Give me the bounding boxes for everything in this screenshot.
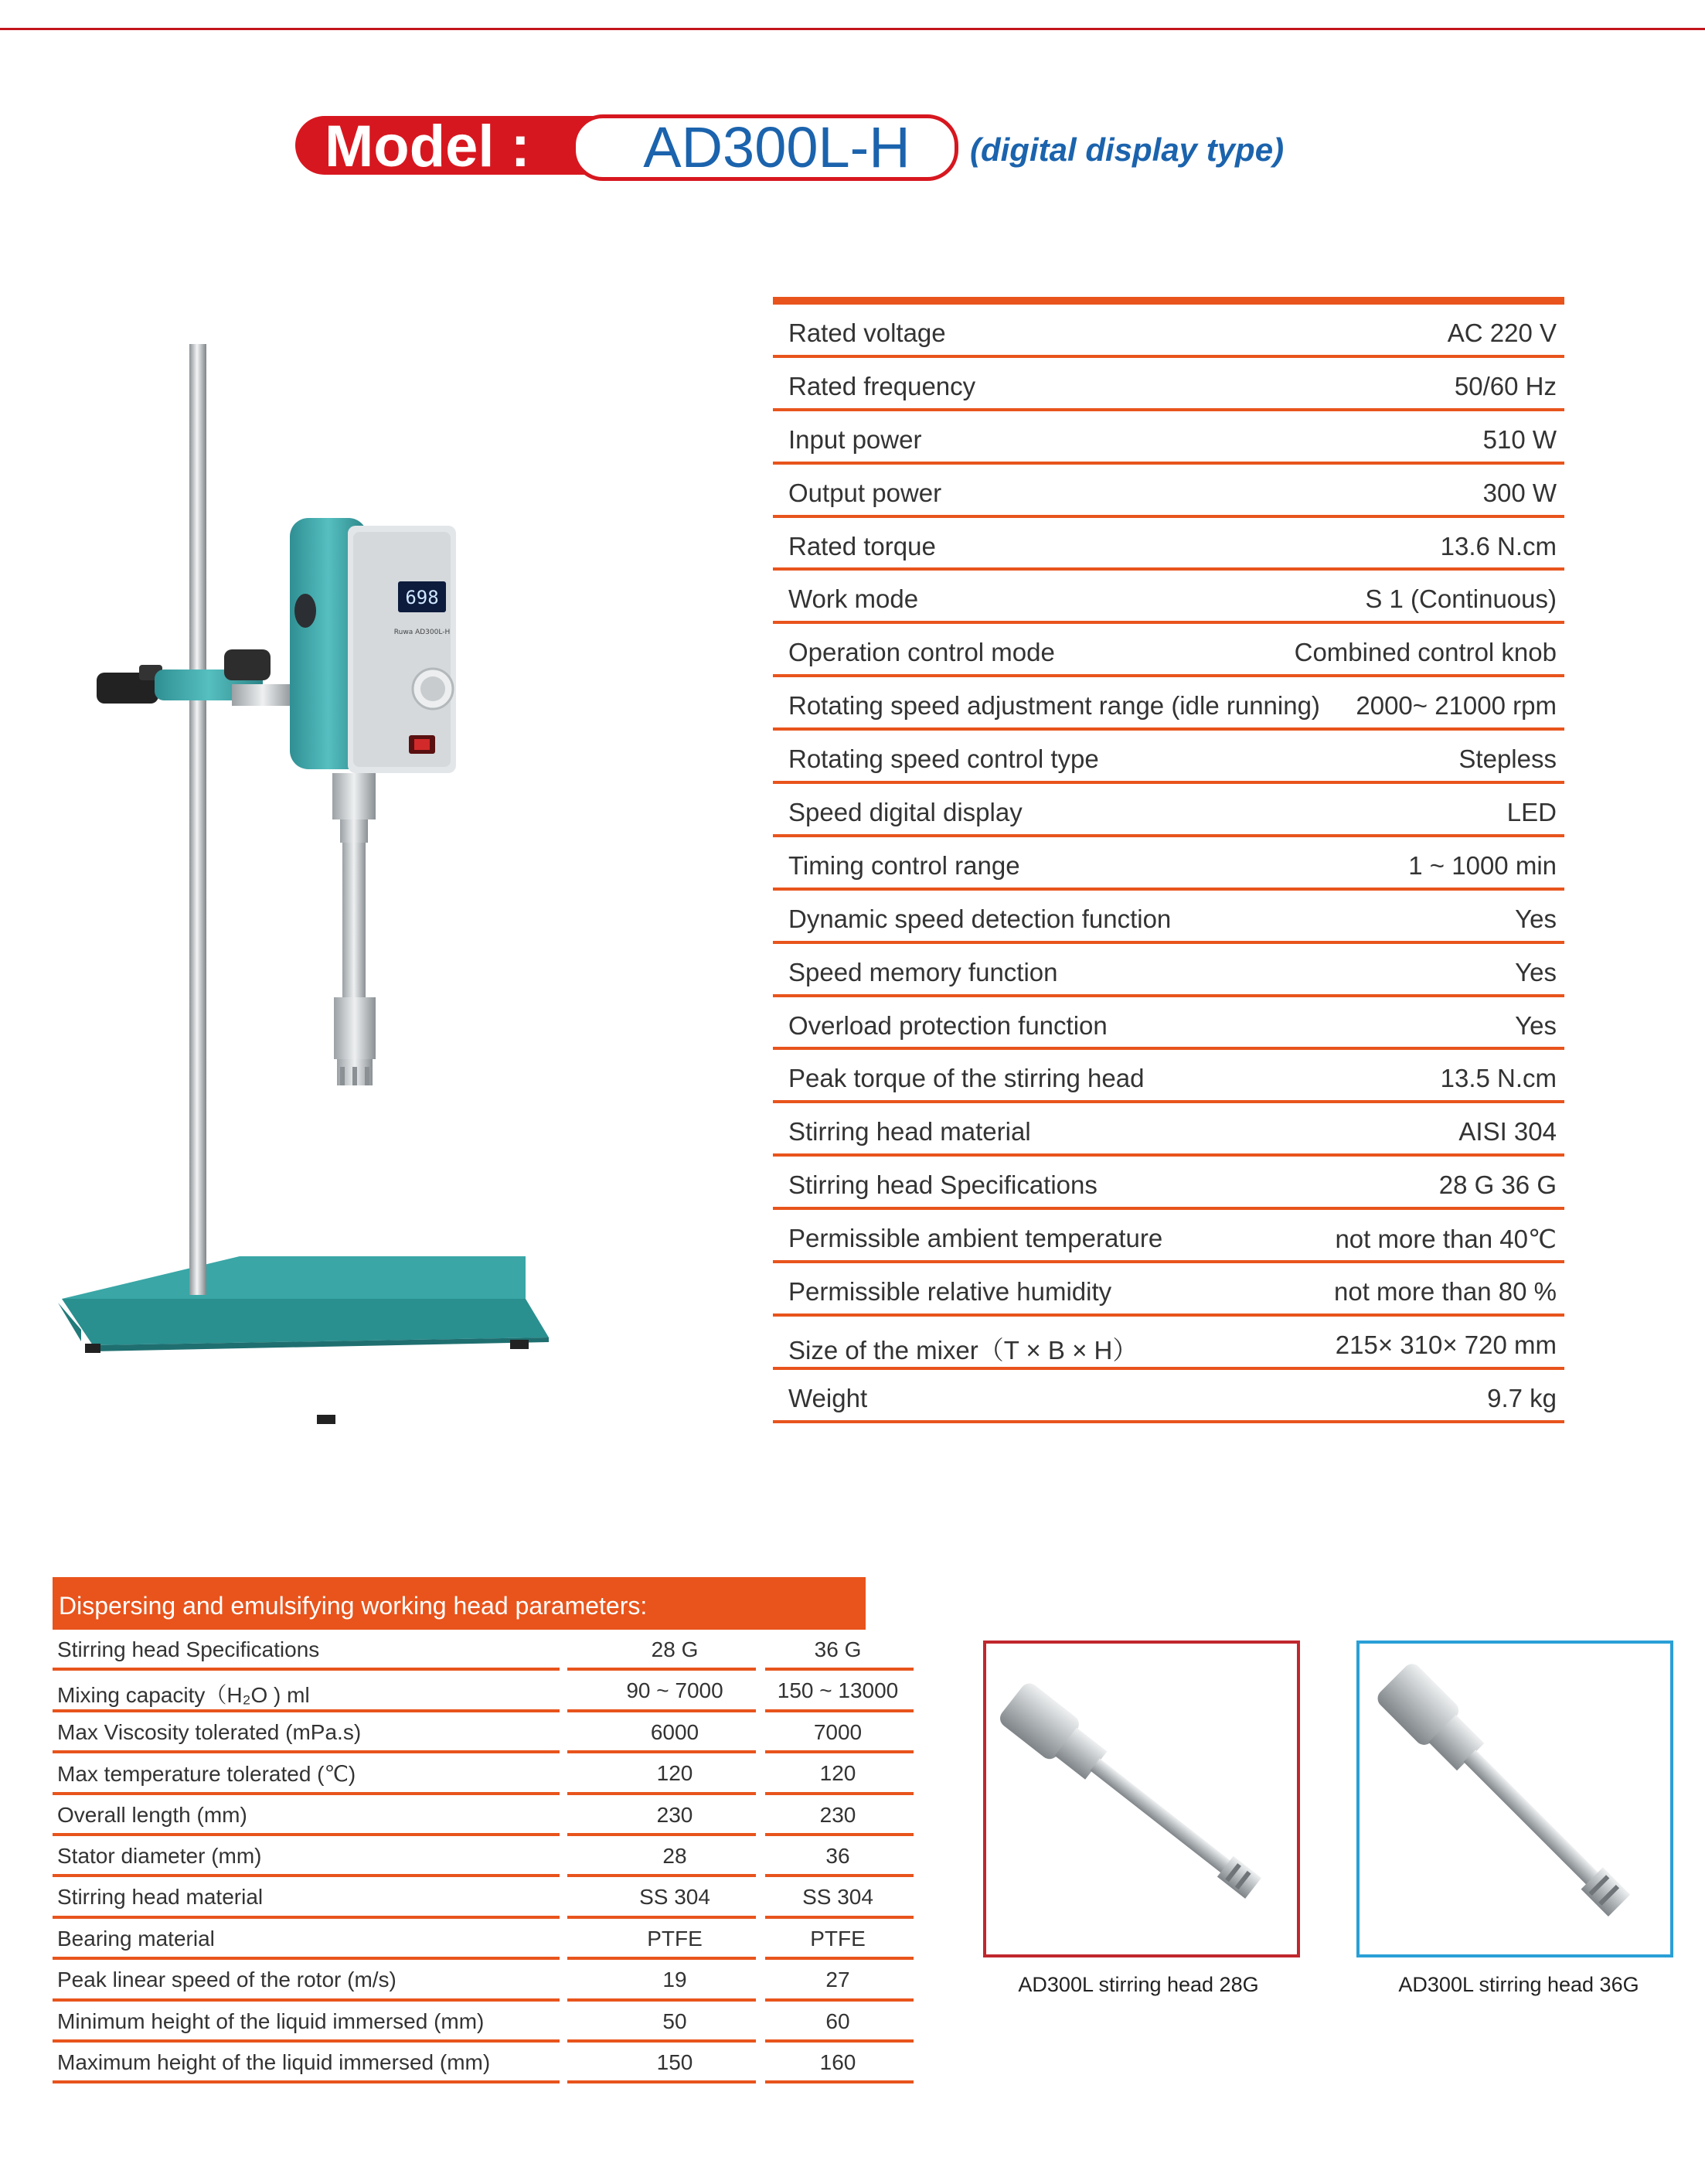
spec-label: Stirring head Specifications xyxy=(788,1170,1098,1200)
spec-value: 2000~ 21000 rpm xyxy=(1356,691,1557,721)
spec-value: Yes xyxy=(1515,1010,1557,1040)
spec-value: 50/60 Hz xyxy=(1454,371,1557,400)
params-row xyxy=(53,1630,866,1671)
params-value-36g: 36 xyxy=(825,1843,850,1868)
spec-value: not more than 80 % xyxy=(1333,1277,1557,1307)
spec-value: 13.5 N.cm xyxy=(1440,1064,1557,1093)
spec-label: Dynamic speed detection function xyxy=(788,904,1172,933)
spec-value: LED xyxy=(1506,798,1557,827)
spec-row xyxy=(773,677,1564,731)
params-label: Max temperature tolerated (℃) xyxy=(57,1762,356,1787)
params-row xyxy=(53,1795,866,1836)
params-value-36g: 230 xyxy=(819,1802,856,1827)
row-divider xyxy=(53,2080,560,2083)
params-value-36g: SS 304 xyxy=(802,1885,873,1910)
params-row xyxy=(53,1753,866,1794)
spec-row xyxy=(773,1210,1564,1263)
params-value-36g: 160 xyxy=(819,2049,856,2074)
params-row xyxy=(53,1712,866,1753)
params-label: Bearing material xyxy=(57,1926,215,1951)
spec-value: not more than 40℃ xyxy=(1335,1225,1557,1254)
row-divider xyxy=(765,2080,914,2083)
params-value-28g: 120 xyxy=(656,1761,693,1786)
spec-value: AISI 304 xyxy=(1458,1117,1557,1147)
params-row xyxy=(53,1671,899,1712)
spec-label: Rated frequency xyxy=(788,371,976,400)
model-label: Model : xyxy=(325,114,530,179)
model-value: AD300L-H xyxy=(643,115,910,179)
model-type: (digital display type) xyxy=(970,131,1285,168)
spec-value: Stepless xyxy=(1458,744,1557,774)
params-row xyxy=(53,1919,866,1960)
stirring-head-36g-image xyxy=(1360,1644,1670,1954)
stirring-shaft xyxy=(332,773,376,1085)
params-value-36g: 36 G xyxy=(814,1637,862,1661)
params-value-28g: 28 xyxy=(662,1843,687,1868)
params-value-28g: 50 xyxy=(662,2009,687,2033)
spec-row xyxy=(773,305,1564,358)
spec-label: Input power xyxy=(788,424,922,454)
spec-label: Speed digital display xyxy=(788,798,1023,827)
params-title: Dispersing and emulsifying working head parameters: xyxy=(53,1577,866,1630)
spec-label: Permissible ambient temperature xyxy=(788,1224,1163,1253)
params-value-36g: 27 xyxy=(825,1968,850,1992)
spec-table-top-bar xyxy=(773,297,1564,305)
params-label: Peak linear speed of the rotor (m/s) xyxy=(57,1968,396,1992)
spec-value: 9.7 kg xyxy=(1487,1383,1557,1412)
params-label: Stirring head material xyxy=(57,1885,264,1910)
params-label: Minimum height of the liquid immersed (mm) xyxy=(57,2009,485,2033)
spec-label: Rotating speed control type xyxy=(788,744,1099,774)
spec-row xyxy=(773,784,1564,837)
params-value-28g: 6000 xyxy=(650,1719,699,1744)
photo-frame-36g xyxy=(1356,1641,1673,1957)
spec-row xyxy=(773,1157,1564,1210)
photo-caption-28g: AD300L stirring head 28G xyxy=(1018,1973,1259,1996)
row-divider xyxy=(567,2080,756,2083)
params-value-36g: 120 xyxy=(819,1761,856,1786)
params-value-28g: SS 304 xyxy=(639,1885,710,1910)
params-value-28g: PTFE xyxy=(647,1926,703,1951)
spec-row xyxy=(773,1263,1564,1317)
spec-label: Stirring head material xyxy=(788,1117,1031,1147)
params-value-36g: 7000 xyxy=(813,1719,863,1744)
svg-text:Ruwa AD300L-H: Ruwa AD300L-H xyxy=(393,629,451,636)
params-row xyxy=(53,2002,866,2043)
spec-label: Permissible relative humidity xyxy=(788,1277,1112,1307)
photo-caption-36g: AD300L stirring head 36G xyxy=(1398,1973,1639,1996)
spec-label: Timing control range xyxy=(788,850,1020,880)
photo-frame-28g xyxy=(983,1641,1300,1957)
spec-row xyxy=(773,1103,1564,1157)
spec-table xyxy=(773,297,1564,1423)
svg-text:698: 698 xyxy=(405,587,439,608)
params-label: Stirring head Specifications xyxy=(57,1637,320,1661)
spec-value: Combined control knob xyxy=(1294,638,1557,667)
spec-value: 510 W xyxy=(1482,424,1557,454)
params-row xyxy=(53,1960,866,2001)
spec-row xyxy=(773,1370,1564,1423)
spec-value: S 1 (Continuous) xyxy=(1365,584,1557,614)
spec-row xyxy=(773,518,1564,571)
params-row xyxy=(53,2043,866,2083)
spec-label: Rated voltage xyxy=(788,319,946,347)
top-rule xyxy=(0,28,1705,30)
params-label: Mixing capacity（H₂O ) ml xyxy=(57,1683,310,1708)
stand-rod xyxy=(189,344,206,1295)
params-row xyxy=(53,1877,873,1918)
spec-value: 1 ~ 1000 min xyxy=(1408,850,1557,880)
spec-row xyxy=(773,997,1564,1051)
params-row xyxy=(53,1836,866,1877)
spec-row xyxy=(773,944,1564,997)
spec-row xyxy=(773,571,1564,624)
params-value-36g: 60 xyxy=(825,2009,850,2033)
params-table xyxy=(53,1577,899,2083)
product-image xyxy=(46,332,572,1430)
params-label: Max Viscosity tolerated (mPa.s) xyxy=(57,1719,362,1744)
params-value-28g: 150 xyxy=(656,2049,693,2074)
spec-label: Overload protection function xyxy=(788,1010,1108,1040)
stirring-head-28g-image xyxy=(986,1644,1297,1954)
spec-label: Peak torque of the stirring head xyxy=(788,1064,1145,1093)
spec-row xyxy=(773,1317,1564,1370)
params-value-28g: 230 xyxy=(656,1802,693,1827)
spec-row xyxy=(773,465,1564,518)
params-label: Overall length (mm) xyxy=(57,1802,247,1827)
spec-value: Yes xyxy=(1515,957,1557,986)
spec-row xyxy=(773,731,1564,784)
spec-value: AC 220 V xyxy=(1447,319,1557,347)
spec-value: 13.6 N.cm xyxy=(1440,531,1557,560)
params-value-28g: 19 xyxy=(662,1968,687,1992)
spec-label: Operation control mode xyxy=(788,638,1055,667)
spec-label: Speed memory function xyxy=(788,957,1058,986)
spec-row xyxy=(773,624,1564,677)
spec-value: Yes xyxy=(1515,904,1557,933)
spec-label: Size of the mixer（T × B × H） xyxy=(788,1335,1138,1365)
spec-label: Rated torque xyxy=(788,531,936,560)
params-value-28g: 28 G xyxy=(651,1637,699,1661)
params-value-36g: PTFE xyxy=(810,1926,866,1951)
spec-label: Output power xyxy=(788,478,942,507)
spec-value: 215× 310× 720 mm xyxy=(1335,1330,1557,1359)
params-value-36g: 150 ~ 13000 xyxy=(777,1678,899,1703)
spec-label: Work mode xyxy=(788,584,919,614)
params-value-28g: 90 ~ 7000 xyxy=(626,1678,723,1703)
spec-label: Rotating speed adjustment range (idle running) xyxy=(788,691,1320,721)
spec-value: 300 W xyxy=(1482,478,1557,507)
spec-value: 28 G 36 G xyxy=(1438,1170,1557,1200)
spec-label: Weight xyxy=(788,1383,868,1412)
spec-row xyxy=(773,1050,1564,1103)
params-label: Maximum height of the liquid immersed (mm) xyxy=(57,2049,491,2074)
spec-row xyxy=(773,411,1564,465)
params-label: Stator diameter (mm) xyxy=(57,1843,262,1868)
spec-row xyxy=(773,358,1564,411)
stand-base xyxy=(58,1256,549,1424)
motor-housing xyxy=(290,518,456,773)
spec-row xyxy=(773,837,1564,891)
spec-row xyxy=(773,891,1564,944)
